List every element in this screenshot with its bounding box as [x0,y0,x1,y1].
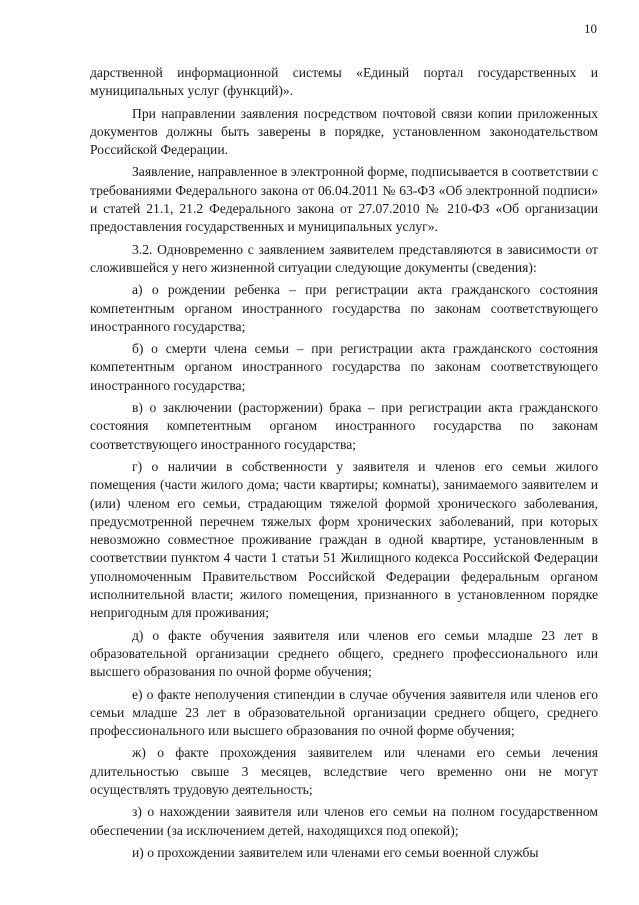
list-item-v: в) о заключении (расторжении) брака – при регистрации акта гражданского состояния компетентным органом иностранного государства по законам соответствующего иностранного государства; [90,400,598,452]
paragraph-postal-copies: При направлении заявления посредством почтовой связи копии приложенных документов должны быть заверены в порядке, установленном законодательством Российской Федерации. [90,105,598,158]
page-number: 10 [584,21,597,36]
list-item-g: г) о наличии в собственности у заявителя и членов его семьи жилого помещения (части жилого дома; части квартиры; комнаты), занимаемого заявителем и (или) членом его семьи, страдающим тяжелой формой хронического заболевания, предусмотренной перечнем тяжелых форм хронических заболеваний, при которых невозможно совместное проживание граждан в одной квартире, установленным в соответствии пунктом 4 части 1 статьи 51 Жилищного кодекса Российской Федерации уполномоченным Правительством Российской Федерации федеральным органом исполнительной власти; жилого помещения, признанного в установленном порядке непригодным для проживания; [90,458,598,621]
list-item-zh: ж) о факте прохождения заявителем или членами его семьи лечения длительностью свыше 3 месяцев, вследствие чего временно они не могут осуществлять трудовую деятельность; [90,745,598,797]
paragraph-continuation: дарственной информационной системы «Единый портал государственных и муниципальных услуг (функций)». [90,65,598,99]
list-item-b: б) о смерти члена семьи – при регистрации акта гражданского состояния компетентным органом иностранного государства по законам соответствующего иностранного государства; [90,341,598,393]
list-item-a: а) о рождении ребенка – при регистрации акта гражданского состояния компетентным органом иностранного государства по законам соответствующего иностранного государства; [90,282,598,334]
document-text [90,64,598,862]
list-item-d: д) о факте обучения заявителя или членов его семьи младше 23 лет в образовательной организации среднего общего, среднего профессионального или высшего образования по очной форме обучения; [90,627,598,680]
list-item-e: е) о факте неполучения стипендии в случае обучения заявителя или членов его семьи младше 23 лет в образовательной организации среднего общего, среднего профессионального или высшего образования по очной форме обучения; [90,686,598,739]
list-item-i: и) о прохождении заявителем или членами его семьи военной службы [132,844,539,860]
paragraph-electronic-signature: Заявление, направленное в электронной форме, подписывается в соответствии с требованиями Федерального закона от 06.04.2011 № 63-ФЗ «Об электронной подписи» и статей 21.1, 21.2 Федерального закона от 27.07.2010 № 210-ФЗ «Об организации предоставления государственных и муниципальных услуг». [90,164,598,235]
list-item-z: з) о нахождении заявителя или членов его семьи на полном государственном обеспечении (за исключением детей, находящихся под опекой); [90,804,598,838]
paragraph-section-3-2: 3.2. Одновременно с заявлением заявителем представляются в зависимости от сложившейся у него жизненной ситуации следующие документы (сведения): [90,241,598,275]
